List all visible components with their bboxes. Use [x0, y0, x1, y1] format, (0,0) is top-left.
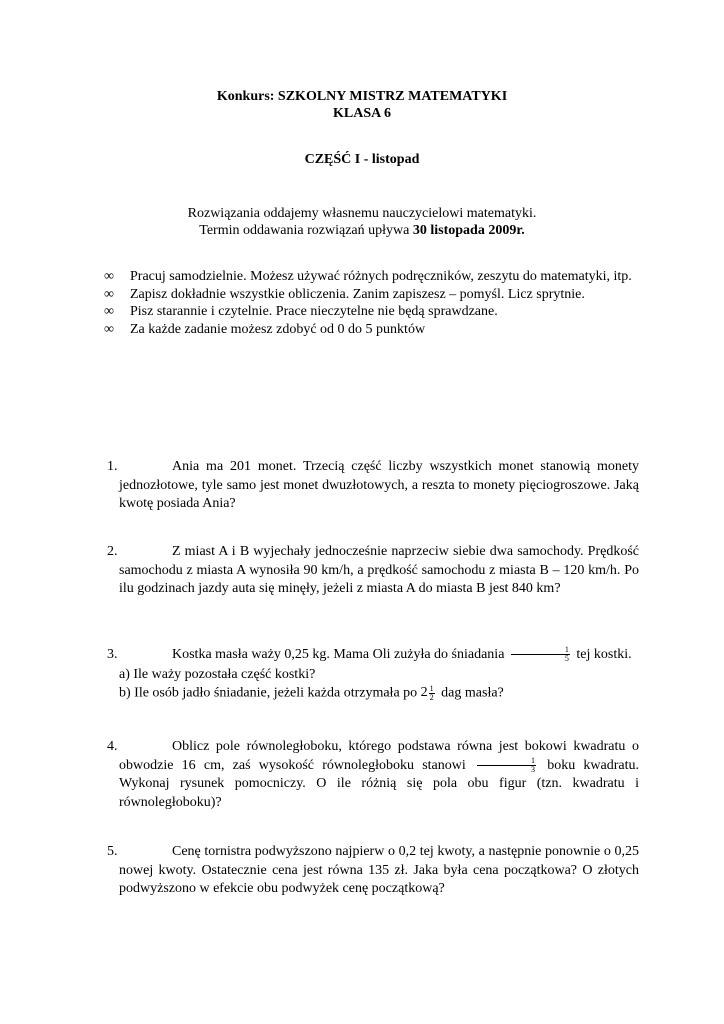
task-1: [107, 458, 639, 514]
mixed-whole: 2: [420, 685, 428, 700]
infinity-bullet-icon: ∞: [104, 321, 114, 337]
mixed-fraction: [429, 685, 435, 702]
task-text: [119, 738, 639, 812]
task-number: 4.: [107, 739, 118, 754]
task-text: Ania ma 201 monet. Trzecią część liczby wszystkich monet stanowią monety jednozłotowe, tyle samo jest monet dwuzłotowych, a reszta to monety pięciogroszowe. Jaką kwotę posiada Ania?: [119, 459, 639, 511]
rule-item: [104, 268, 644, 286]
rule-text: Za każde zadanie możesz zdobyć od 0 do 5 punktów: [130, 321, 426, 337]
task-text: Cenę tornistra podwyższono najpierw o 0,2 tej kwoty, a następnie ponownie o 0,25 nowej kwoty. Ostatecznie cena jest równa 135 zł. Jaka była cena początkowa? O złotych podwyższono w efekcie obu podwyżek cenę początkową?: [119, 844, 639, 896]
infinity-bullet-icon: ∞: [104, 269, 114, 284]
task-text: Z miast A i B wyjechały jednocześnie naprzeciw siebie dwa samochody. Prędkość samochodu z miasta A wynosiła 90 km/h, a prędkość samochodu z miasta B – 120 km/h. Po ilu godzinach jazdy auta się minęły, jeżeli z miasta A do miasta B jest 840 km?: [119, 544, 639, 596]
contest-title: [0, 88, 724, 122]
task-number: 5.: [107, 844, 118, 859]
fraction-one-third: [477, 757, 536, 774]
info-line-2: [0, 222, 724, 239]
task-number: 1.: [107, 459, 118, 474]
fraction-one-fifth: [511, 646, 570, 663]
rule-item: [104, 303, 644, 321]
mixed-number: [421, 684, 438, 703]
subquestion-a: a) Ile waży pozostała część kostki?: [119, 666, 316, 682]
subquestion-text: dag masła?: [441, 685, 504, 701]
submission-info: [0, 205, 724, 239]
task-text: [119, 646, 639, 665]
task-number: 2.: [107, 544, 118, 559]
deadline-date: 30 listopada 2009r.: [412, 223, 525, 238]
info-line-1: Rozwiązania oddajemy własnemu nauczycielowi matematyki.: [187, 206, 537, 221]
subquestion-b: [119, 684, 639, 703]
task-number: 3.: [107, 647, 118, 662]
info-line-2-text: Termin oddawania rozwiązań upływa: [199, 223, 413, 238]
fraction-numerator: 1: [511, 646, 570, 655]
task-2: [107, 543, 639, 599]
rules-list: [104, 268, 644, 338]
task-text-part: Kostka masła waży 0,25 kg. Mama Oli zużyła do śniadania: [172, 647, 505, 662]
fraction-denominator: 2: [429, 692, 434, 702]
rule-text: Pisz starannie i czytelnie. Prace nieczytelne nie będą sprawdzane.: [130, 304, 498, 319]
part-heading: CZĘŚĆ I - listopad: [304, 152, 420, 167]
fraction-denominator: 5: [564, 654, 569, 664]
task-text-part: tej kostki.: [576, 647, 632, 662]
title-line-2: KLASA 6: [333, 106, 391, 121]
fraction-numerator: 1: [429, 683, 434, 693]
task-5: [107, 843, 639, 899]
task-text-part: Oblicz pole równoległoboku, którego podstawa równa jest bokowi kwadratu o obwodzie 16 cm, zaś wysokość równoległoboku stanowi: [119, 739, 639, 773]
task-3: [107, 646, 639, 703]
task-text-part: boku kwadratu. Wykonaj rysunek pomocniczy. O ile różnią się pola obu figur (tzn. kwadratu i równoległoboku)?: [119, 757, 639, 810]
rule-text: Zapisz dokładnie wszystkie obliczenia. Zanim zapiszesz – pomyśl. Licz sprytnie.: [130, 286, 585, 302]
infinity-bullet-icon: ∞: [104, 286, 114, 302]
rule-item: [104, 321, 644, 339]
subquestion-text: b) Ile osób jadło śniadanie, jeżeli każda otrzymała po: [119, 685, 418, 701]
infinity-bullet-icon: ∞: [104, 304, 114, 319]
task-4: [107, 738, 639, 812]
rule-item: [104, 286, 644, 304]
fraction-denominator: 3: [530, 764, 535, 774]
fraction-numerator: 1: [477, 757, 536, 766]
title-line-1: Konkurs: SZKOLNY MISTRZ MATEMATYKI: [216, 89, 508, 104]
rule-text: Pracuj samodzielnie. Możesz używać różnych podręczników, zeszytu do matematyki, itp.: [130, 269, 632, 284]
